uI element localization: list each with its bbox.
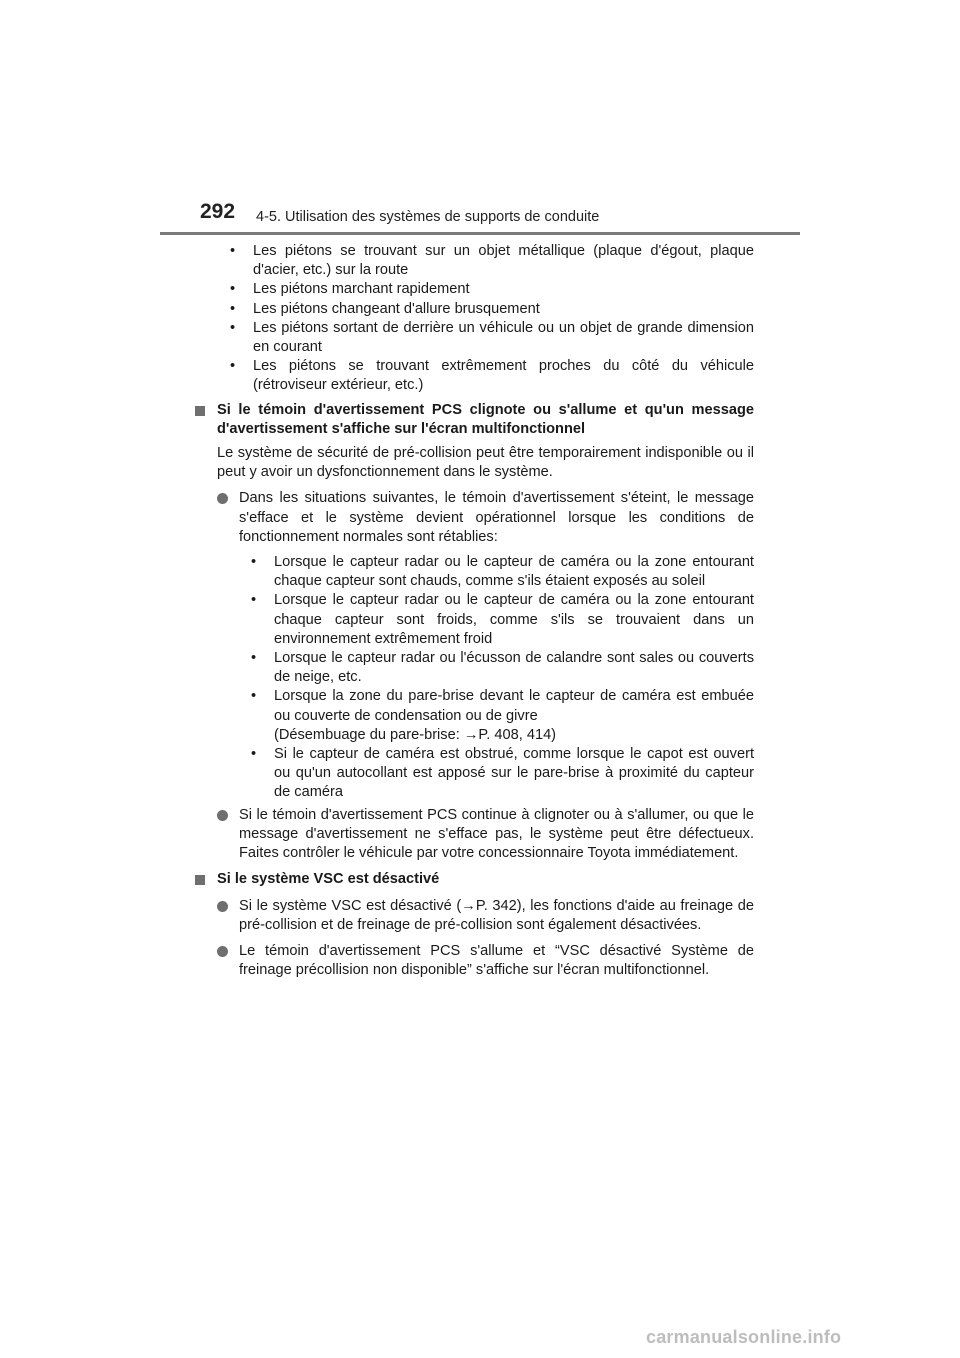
circle-bullet-icon [217, 810, 228, 821]
list-item: • Lorsque le capteur radar ou le capteur de caméra ou la zone entourant chaque capteur sont chauds, comme s'ils étaient exposés au soleil [251, 553, 754, 591]
list-item: • Les piétons se trouvant sur un objet métallique (plaque d'égout, plaque d'acier, etc.) sur la route [230, 242, 754, 280]
section-title: 4-5. Utilisation des systèmes de supports de conduite [256, 209, 600, 225]
page-header [0, 0, 960, 240]
circle-item-text: Le témoin d'avertissement PCS s'allume et “VSC désactivé Système de freinage précollision non disponible” s'affiche sur l'écran multifonctionnel. [239, 942, 754, 979]
circle-bullet-icon [217, 946, 228, 957]
page-content [195, 242, 754, 980]
list-item: • Lorsque le capteur radar ou l'écusson de calandre sont sales ou couverts de neige, etc. [251, 649, 754, 687]
header-divider [160, 232, 800, 235]
circle-list-item [217, 489, 754, 802]
square-bullet-icon [195, 875, 205, 885]
list-item: • Les piétons changeant d'allure brusquement [230, 300, 754, 319]
watermark: carmanualsonline.info [646, 1327, 842, 1347]
list-item: • Les piétons sortant de derrière un véhicule ou un objet de grande dimension en courant [230, 319, 754, 357]
list-item: • Les piétons se trouvant extrêmement proches du côté du véhicule (rétroviseur extérieur, etc.) [230, 357, 754, 395]
circle-list-item [217, 897, 754, 935]
circle-bullet-icon [217, 493, 228, 504]
list-item: • Les piétons marchant rapidement [230, 280, 754, 299]
square-bullet-icon [195, 406, 205, 416]
pedestrian-conditions-list [230, 242, 754, 396]
list-item: • Si le capteur de caméra est obstrué, comme lorsque le capot est ouvert ou qu'un autocollant est apposé sur le pare-brise à proximité du capteur de caméra [251, 745, 754, 803]
section-heading-pcs-warning [195, 401, 754, 439]
cross-reference-note: (Désembuage du pare-brise: →P. 408, 414) [274, 726, 557, 743]
list-item-text: • Lorsque la zone du pare-brise devant le capteur de caméra est embuée ou couverte de condensation ou de givre [274, 688, 754, 724]
list-item [251, 687, 754, 745]
list-item: • Lorsque le capteur radar ou le capteur de caméra ou la zone entourant chaque capteur sont froids, comme s'ils se trouvaient dans un environnement extrêmement froid [251, 591, 754, 649]
section-heading-vsc [195, 870, 754, 889]
recovery-conditions-list [251, 553, 754, 803]
section-intro: Le système de sécurité de pré-collision peut être temporairement indisponible ou il peut y avoir un dysfonctionnement dans le système. [217, 445, 754, 481]
section-heading-text: Si le système VSC est désactivé [217, 871, 440, 888]
circle-item-text: Si le système VSC est désactivé (→P. 342), les fonctions d'aide au freinage de pré-collision et de freinage de pré-collision sont également désactivées. [239, 897, 754, 933]
circle-bullet-icon [217, 901, 228, 912]
circle-item-text: Dans les situations suivantes, le témoin d'avertissement s'éteint, le message s'efface et le système devient opérationnel lorsque les conditions de fonctionnement normales sont rétablies: [239, 490, 754, 545]
page-number: 292 [200, 200, 236, 223]
circle-list-item [217, 942, 754, 980]
circle-item-text: Si le témoin d'avertissement PCS continue à clignoter ou à s'allumer, ou que le message d'avertissement ne s'efface pas, le système peut être défectueux. Faites contrôler le véhicule par votre concessionnaire Toyota immédiatement. [239, 806, 754, 862]
circle-list-item [217, 806, 754, 864]
section-heading-text: Si le témoin d'avertissement PCS clignote ou s'allume et qu'un message d'avertissement s'affiche sur l'écran multifonctionnel [217, 401, 754, 437]
